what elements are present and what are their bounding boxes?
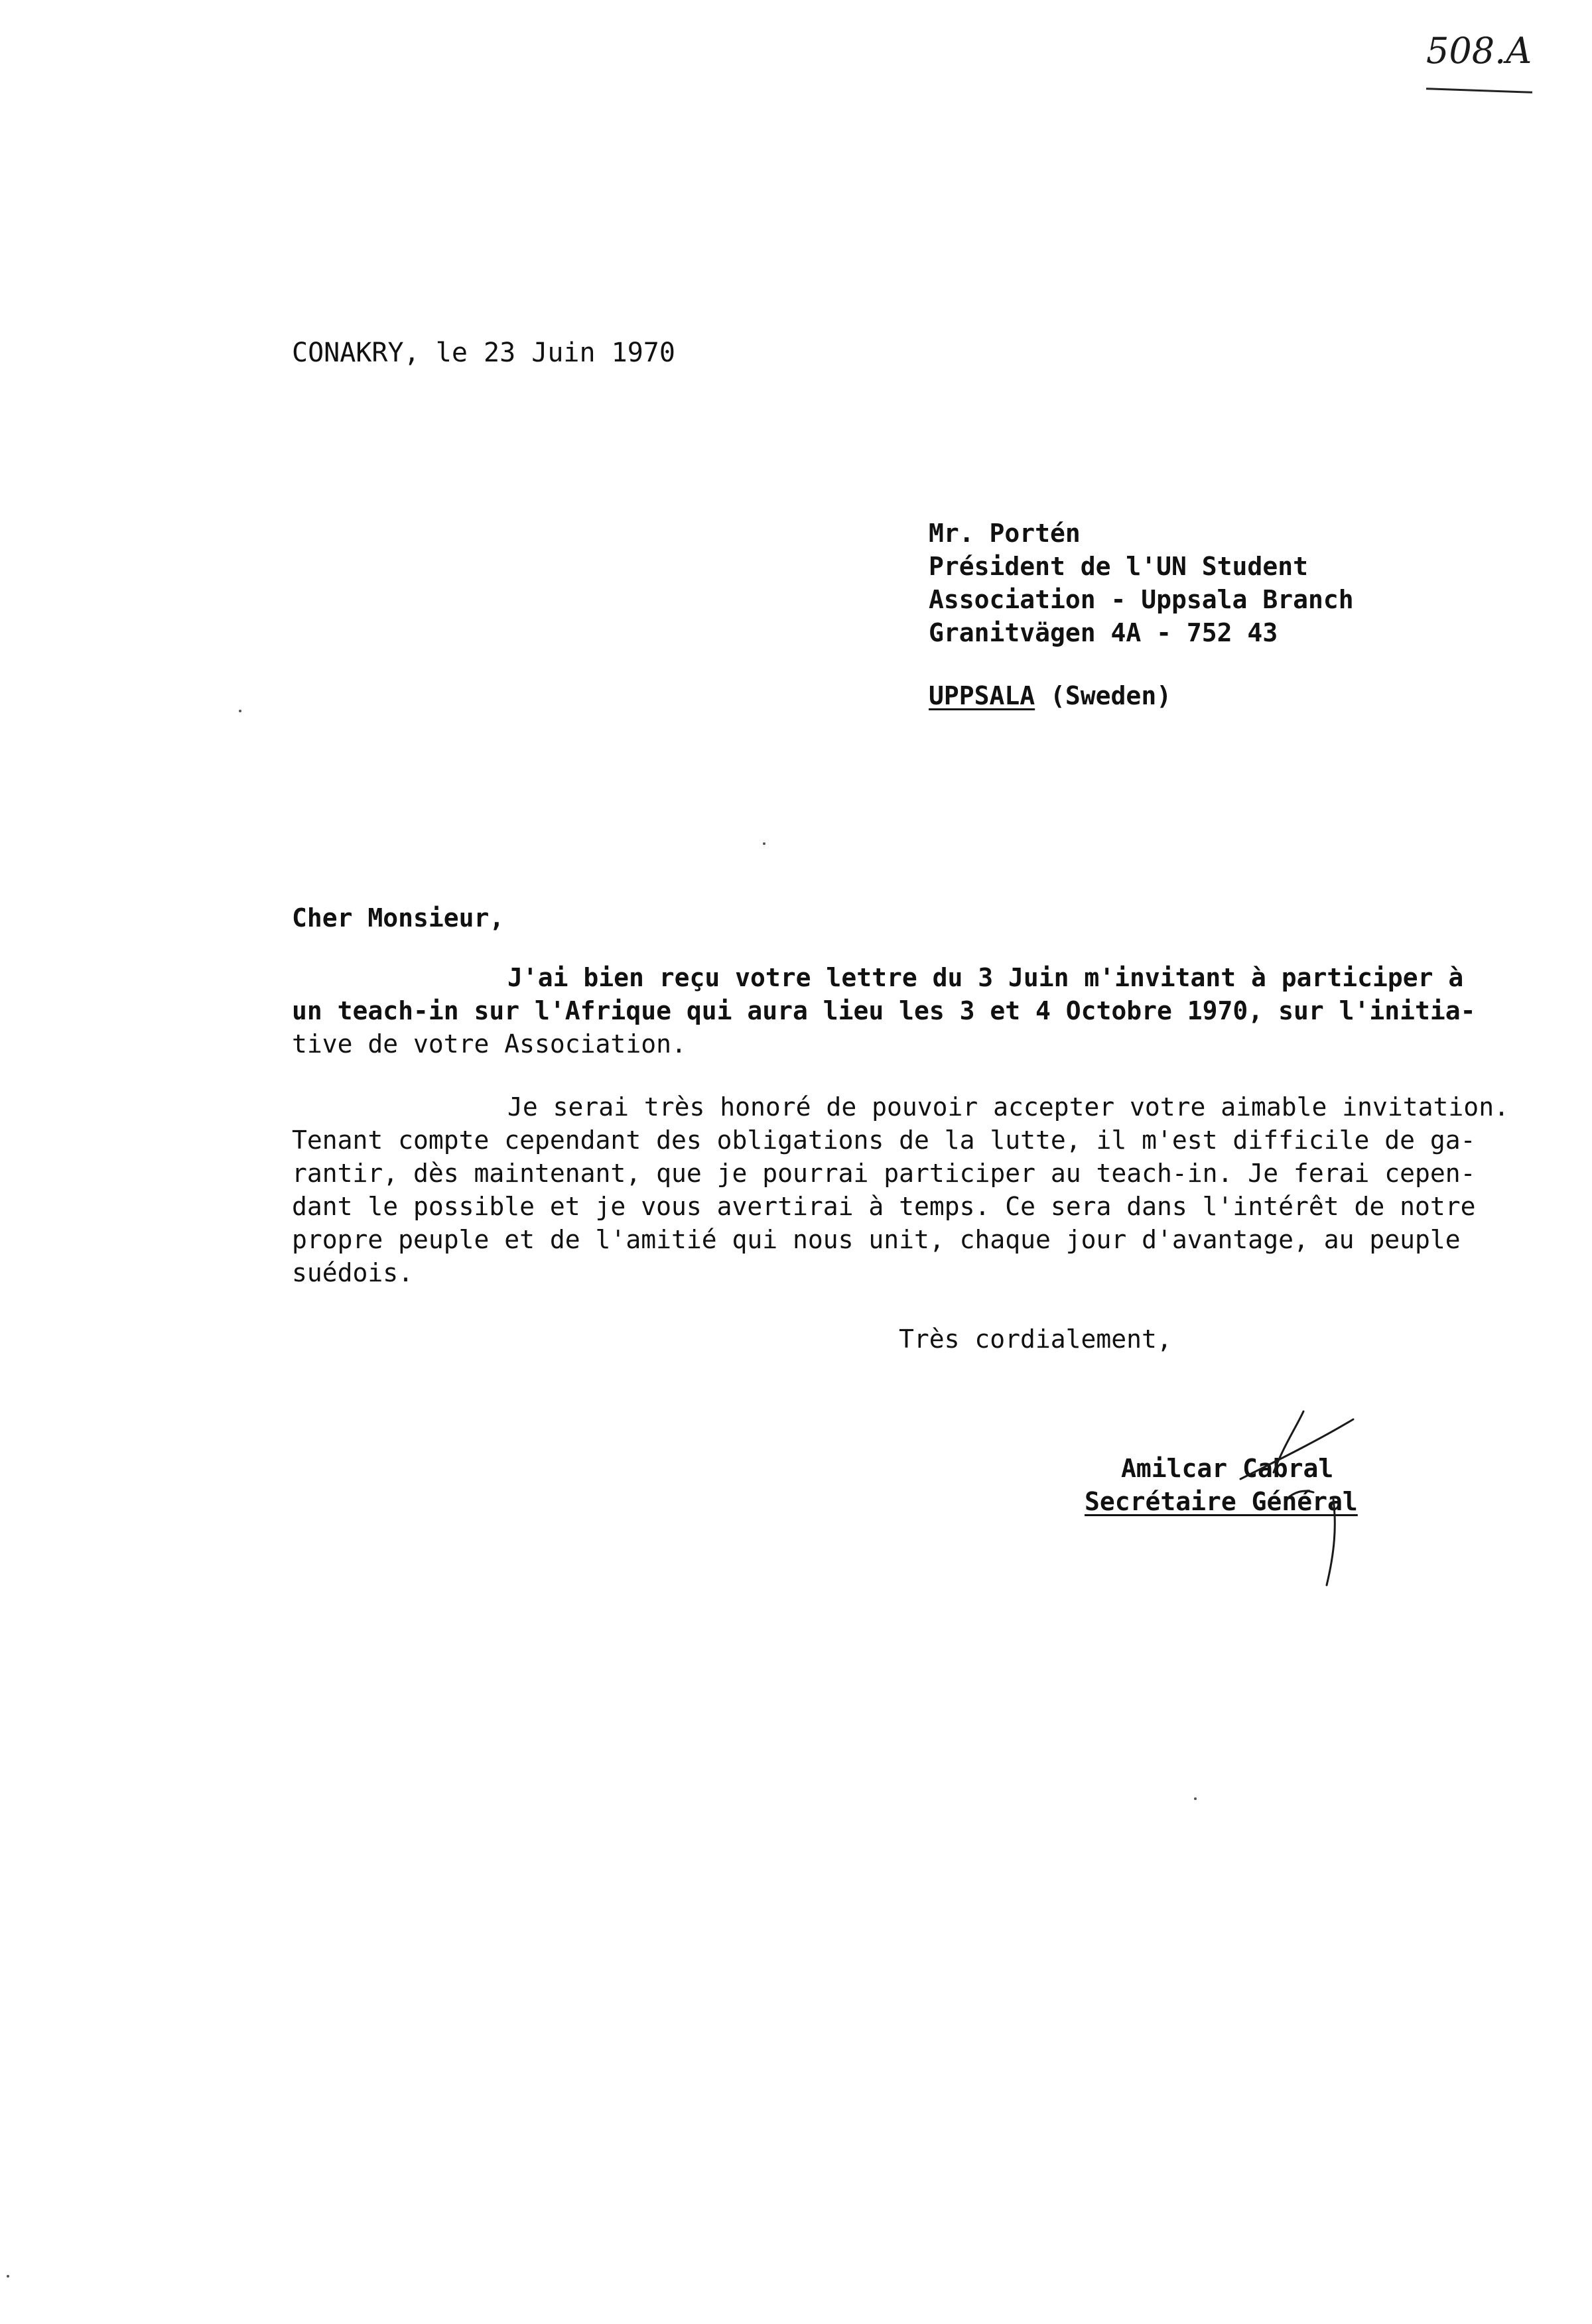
body-line: rantir, dès maintenant, que je pourrai participer au teach-in. Je ferai cepen-: [292, 1159, 1476, 1188]
closing: Très cordialement,: [899, 1324, 1172, 1354]
body-line: propre peuple et de l'amitié qui nous unit, chaque jour d'avantage, au peuple: [292, 1225, 1461, 1254]
paper-speck: [763, 842, 765, 845]
body-line: tive de votre Association.: [292, 1029, 687, 1059]
recipient-country: (Sweden): [1050, 681, 1172, 710]
paper-speck: [239, 710, 241, 712]
recipient-city-line: [929, 683, 1171, 708]
salutation: Cher Monsieur,: [292, 903, 505, 933]
paper-speck: [7, 2275, 9, 2278]
dateline: CONAKRY, le 23 Juin 1970: [292, 338, 675, 368]
body-line: Tenant compte cependant des obligations de la lutte, il m'est difficile de ga-: [292, 1126, 1476, 1155]
body-line: J'ai bien reçu votre lettre du 3 Juin m'invitant à participer à: [507, 963, 1464, 992]
paper-speck: [1194, 1797, 1197, 1800]
body-line: Je serai très honoré de pouvoir accepter votre aimable invitation.: [507, 1092, 1509, 1122]
recipient-line: Président de l'UN Student: [929, 552, 1308, 581]
recipient-line: Association - Uppsala Branch: [929, 585, 1354, 614]
recipient-line: Mr. Portén: [929, 519, 1081, 548]
body-line: dant le possible et je vous avertirai à temps. Ce sera dans l'intérêt de notre: [292, 1192, 1476, 1221]
signatory-name: Amilcar Cabral: [1121, 1454, 1334, 1483]
annotation-underline: [1426, 88, 1532, 94]
body-line: un teach-in sur l'Afrique qui aura lieu les 3 et 4 Octobre 1970, sur l'initia-: [292, 996, 1476, 1025]
body-line: suédois.: [292, 1258, 414, 1287]
recipient-city: UPPSALA: [929, 681, 1035, 710]
signatory-title: Secrétaire Général: [1085, 1487, 1358, 1516]
recipient-line: Granitvägen 4A - 752 43: [929, 618, 1278, 647]
archive-annotation: 508.A: [1426, 30, 1532, 72]
